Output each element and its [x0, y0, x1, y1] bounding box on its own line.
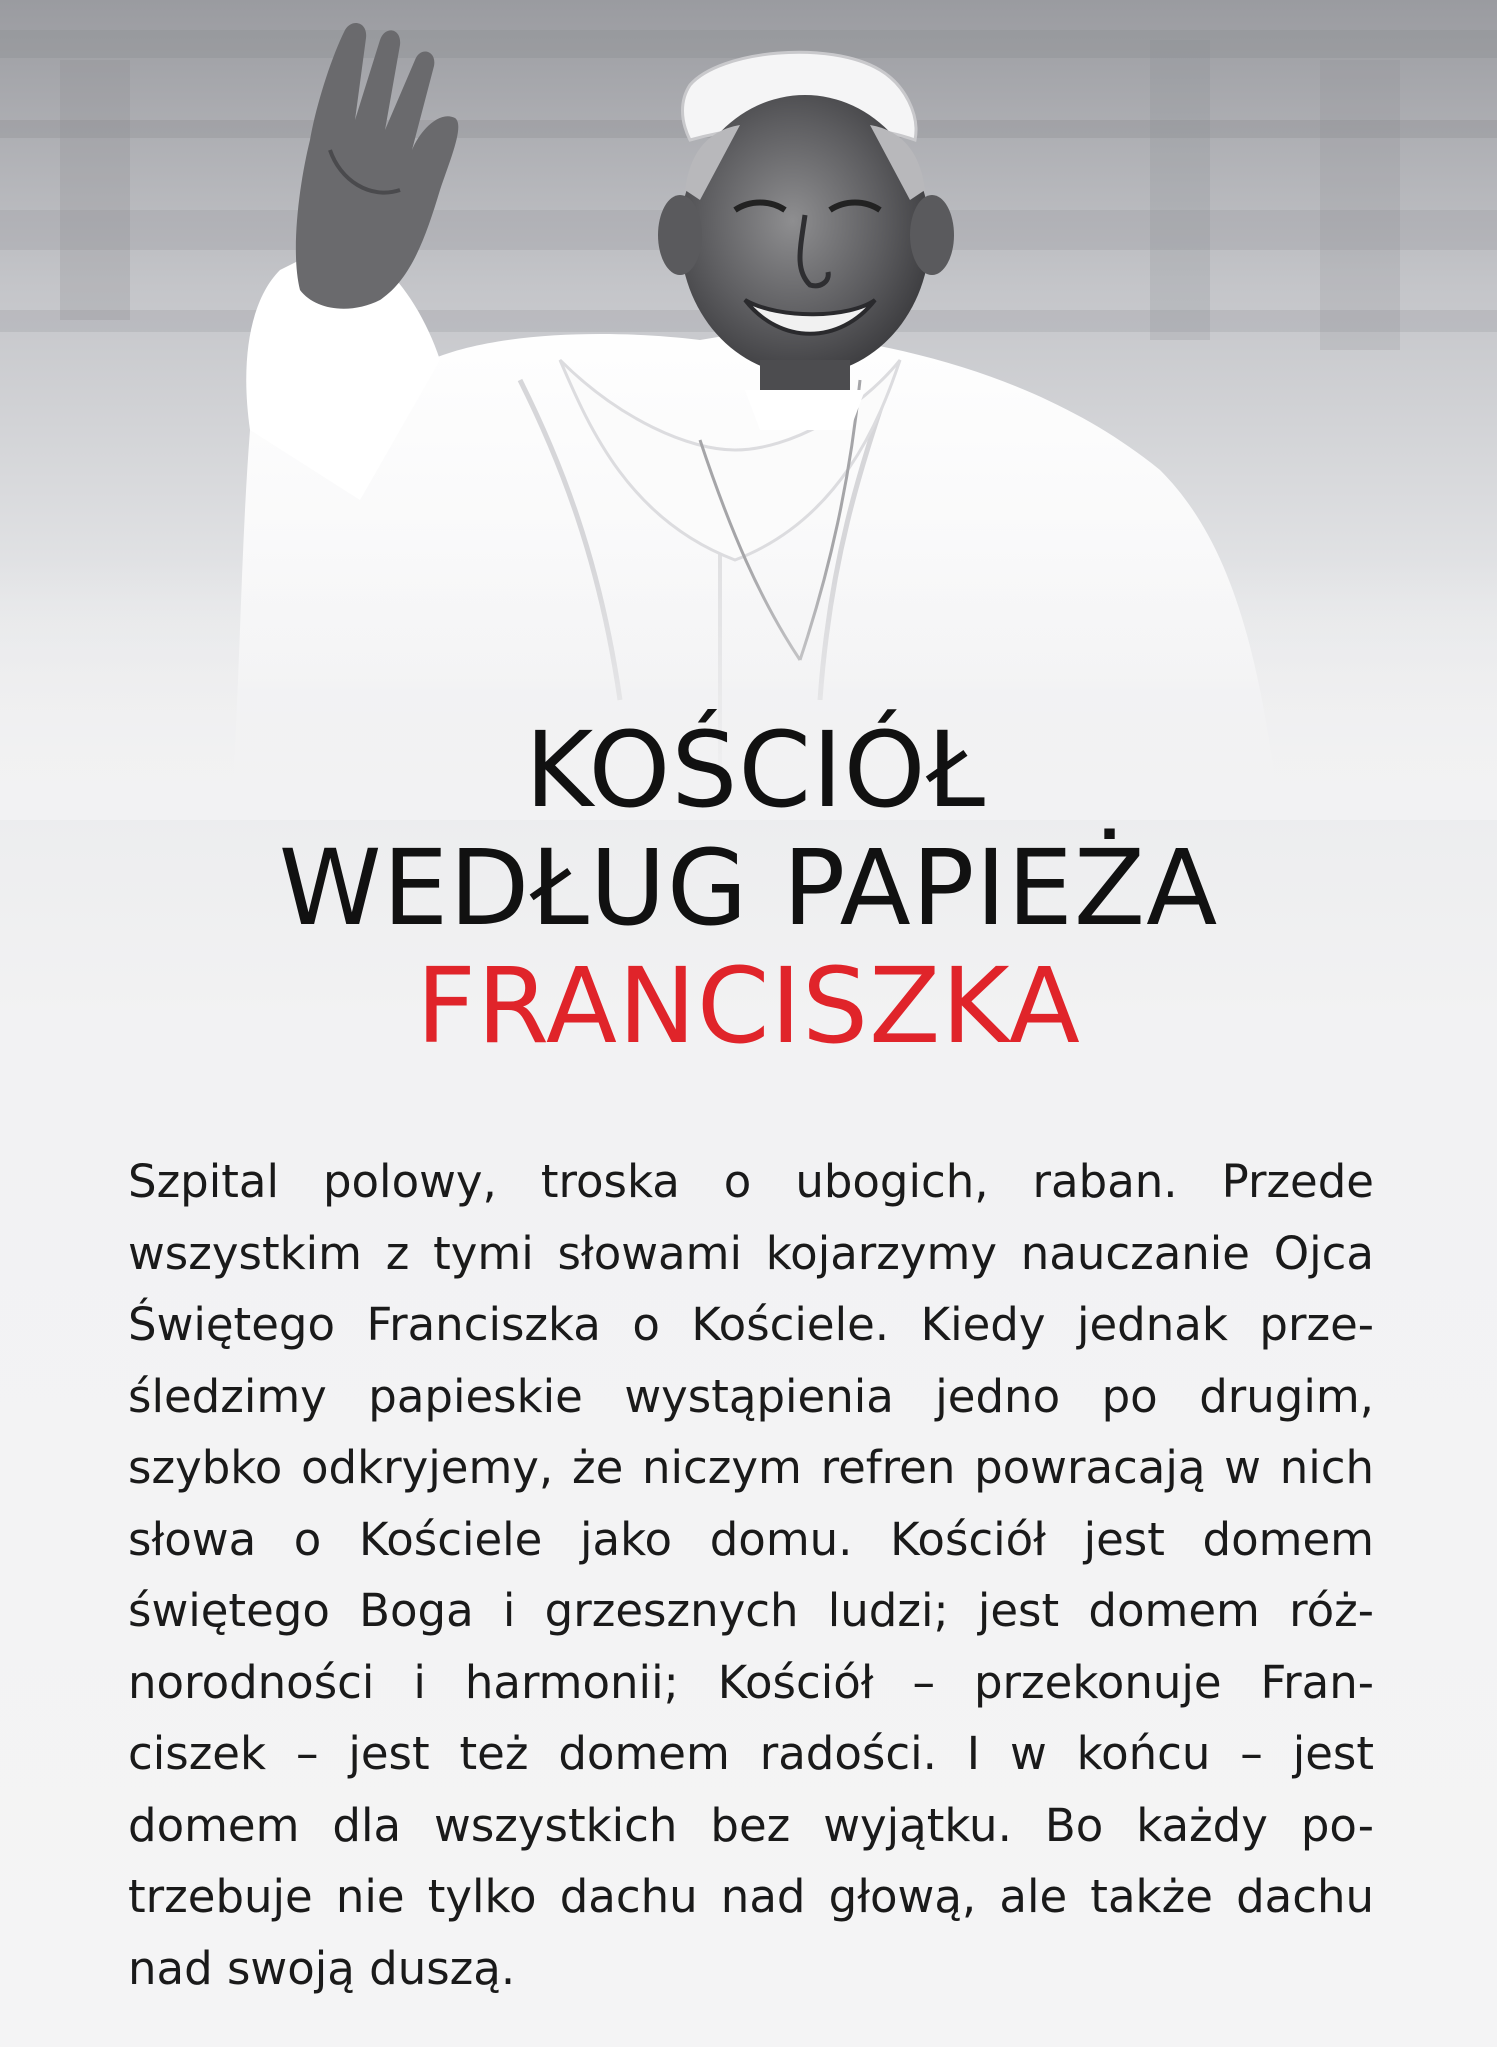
cover-photo: [0, 0, 1497, 820]
book-title: [0, 709, 1497, 1068]
blurb-line: nad swoją duszą.: [128, 1941, 516, 1995]
pope-waving-photo: [0, 0, 1497, 820]
blurb-line: trzebuje nie tylko dachu nad głową, ale także dachu: [128, 1870, 1374, 1923]
title-line-2: WEDŁUG PAPIEŻA: [278, 827, 1219, 950]
blurb-line: Świętego Franciszka o Kościele. Kiedy jednak prze-: [128, 1298, 1374, 1351]
title-line-3: FRANCISZKA: [416, 945, 1081, 1068]
blurb-line: domem dla wszystkich bez wyjątku. Bo każdy po-: [128, 1798, 1374, 1852]
blurb-line: świętego Boga i grzesznych ludzi; jest domem róż-: [128, 1584, 1374, 1637]
title-line-1: KOŚCIÓŁ: [525, 709, 986, 832]
blurb-line: norodności i harmonii; Kościół – przekonuje Fran-: [128, 1655, 1374, 1709]
blurb-line: Szpital polowy, troska o ubogich, raban. Przede: [128, 1155, 1374, 1208]
book-blurb: [128, 1146, 1374, 2004]
blurb-line: szybko odkryjemy, że niczym refren powracają w nich: [128, 1441, 1374, 1494]
blurb-line: śledzimy papieskie wystąpienia jedno po drugim,: [128, 1369, 1374, 1423]
blurb-line: ciszek – jest też domem radości. I w końcu – jest: [128, 1727, 1374, 1780]
blurb-line: słowa o Kościele jako domu. Kościół jest domem: [128, 1512, 1374, 1566]
blurb-line: wszystkim z tymi słowami kojarzymy nauczanie Ojca: [128, 1226, 1374, 1280]
